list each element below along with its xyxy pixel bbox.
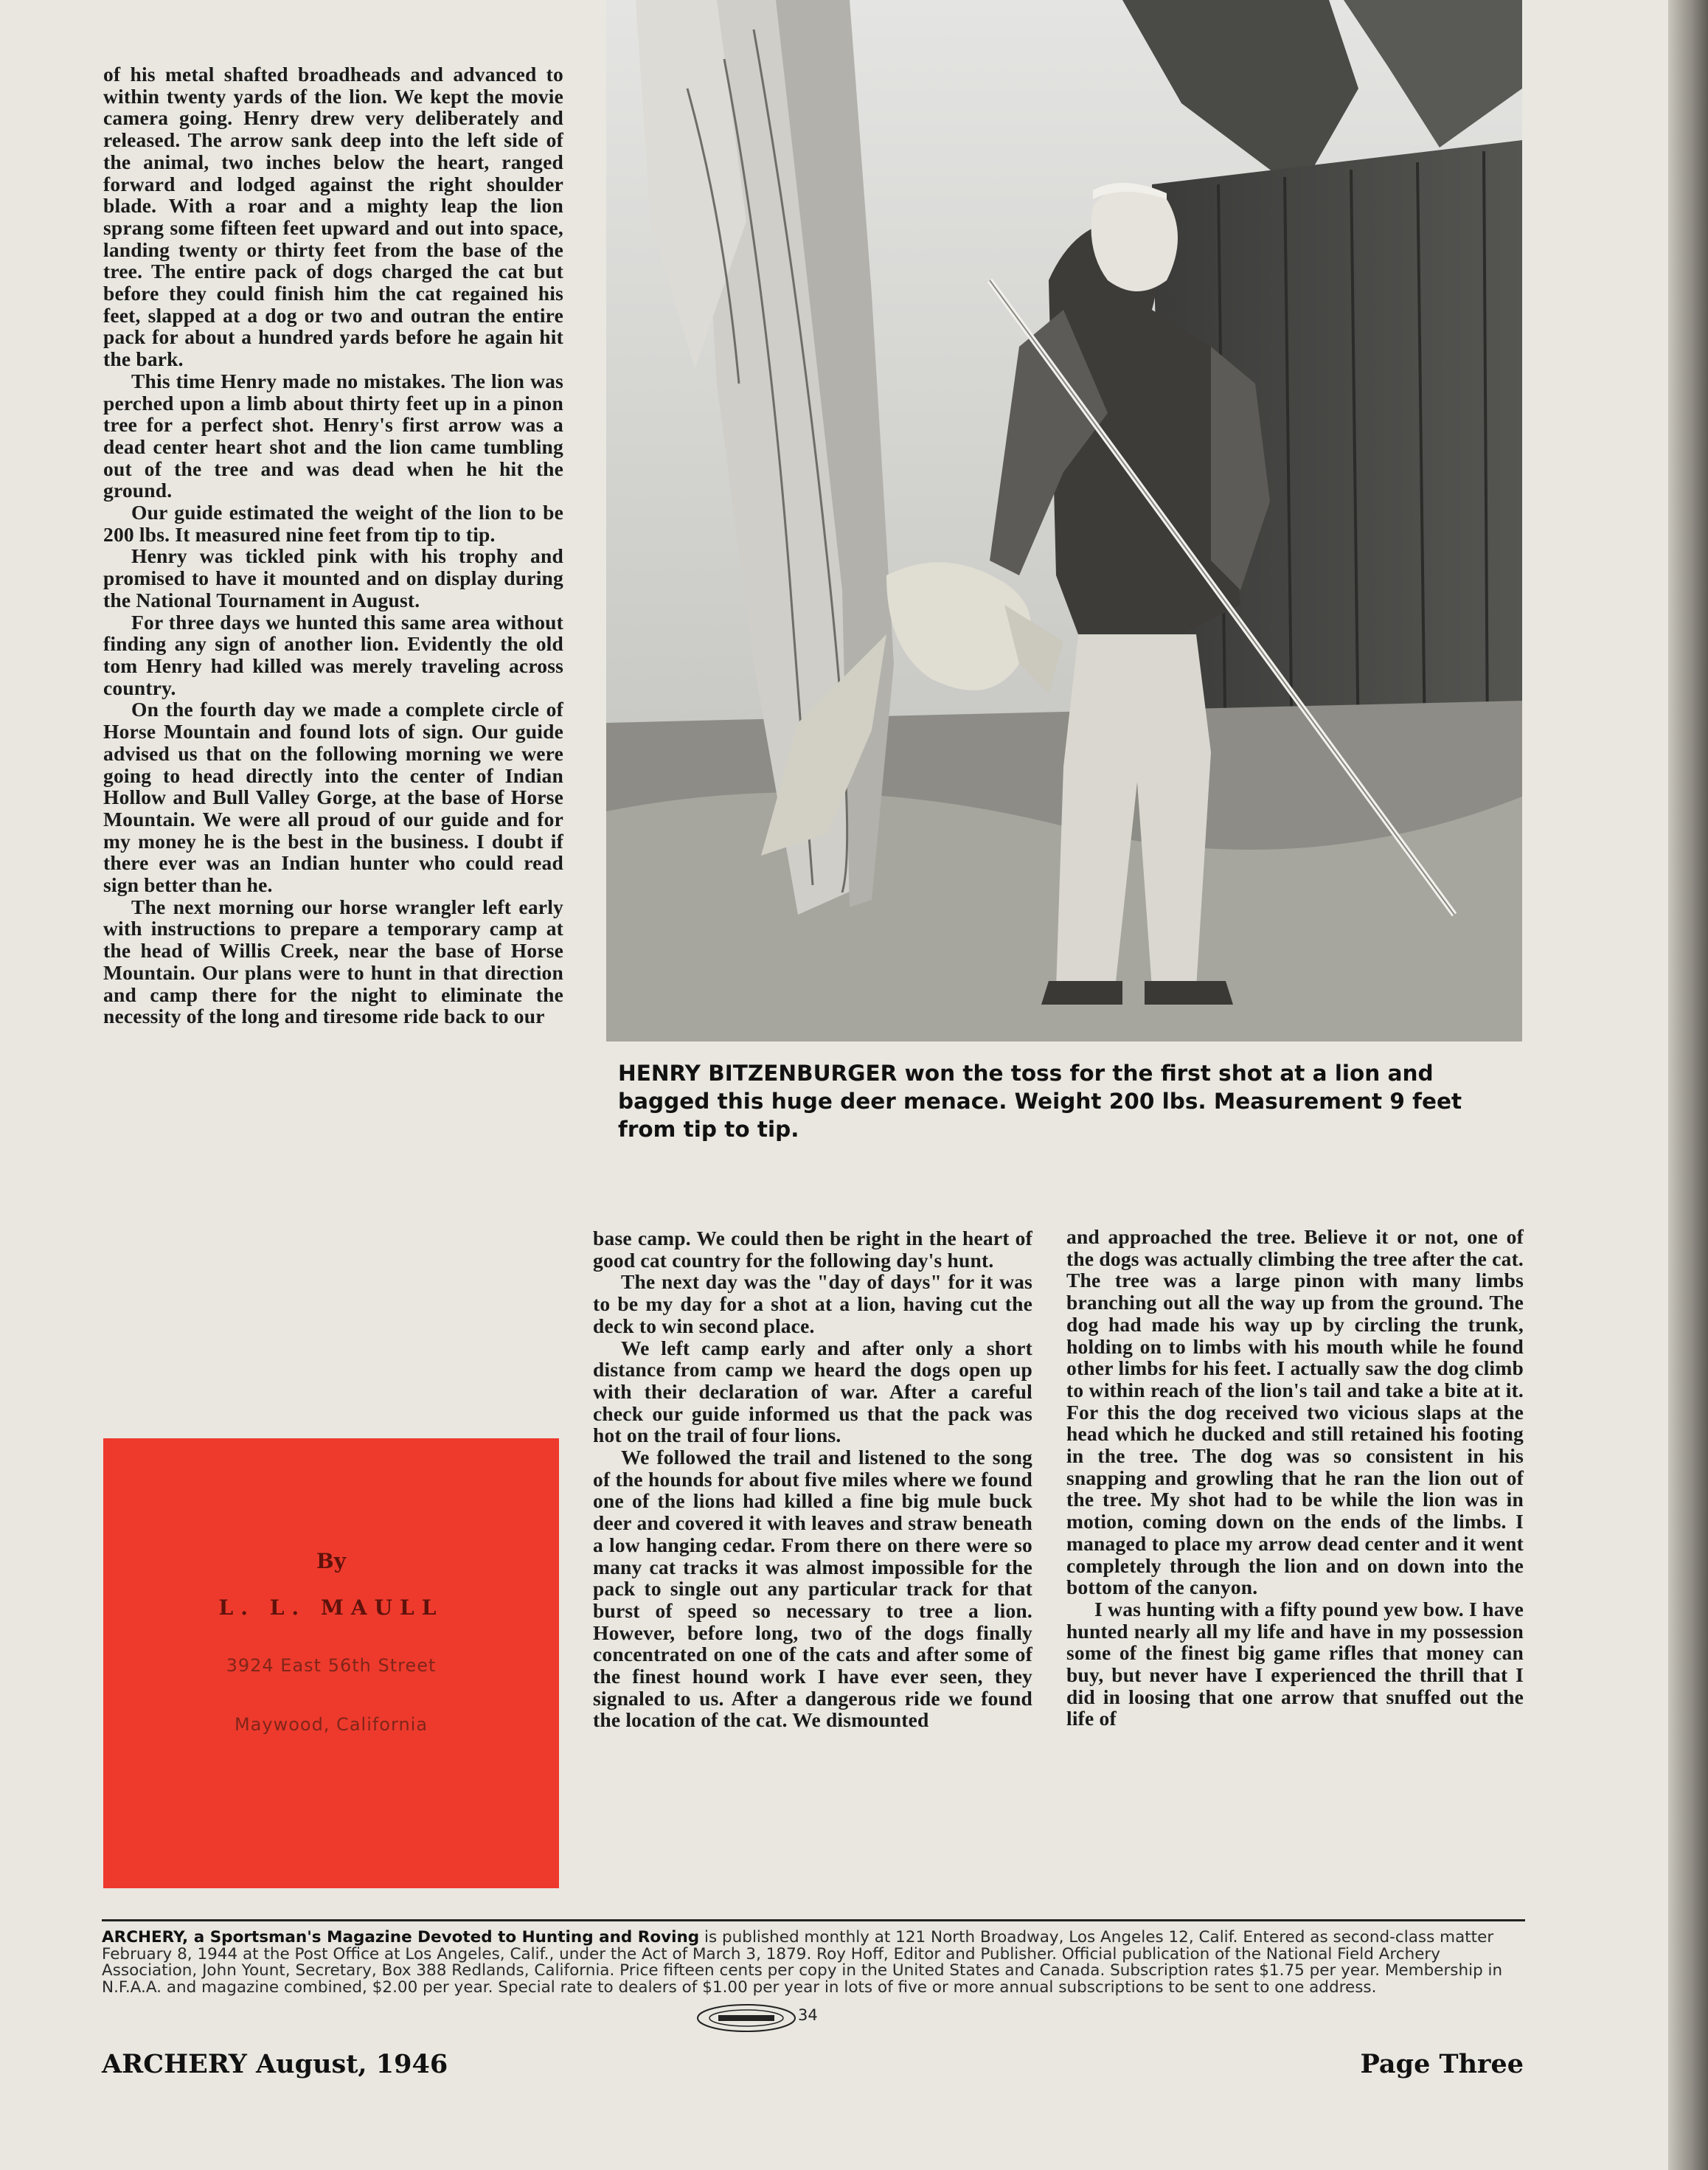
article-paragraph: The next day was the "day of days" for it was to be my day for a shot at a lion, having cut the deck to win second place. xyxy=(593,1270,1032,1337)
byline-street-address: 3924 East 56th Street xyxy=(226,1655,437,1676)
masthead-title: ARCHERY, a Sportsman's Magazine Devoted to Hunting and Roving xyxy=(102,1928,700,1947)
byline-by: By xyxy=(316,1549,346,1573)
union-label-icon xyxy=(696,2002,807,2034)
masthead-body: is published monthly at 121 North Broadway, Los Angeles 12, Calif. Entered as second-class matter February 8, 1944 at the Post Office at Los Angeles, Calif., under the Act of March 3, 1879. Roy Hoff, Editor and Publisher. Official publication of the National Field Archery Association, John Yount, Secretary, Box 388 Redlands, California. Price fifteen cents per copy in the United States and Canada. Subscription rates $1.75 per year. Membership in N.F.A.A. and magazine combined, $2.00 per year. Special rate to dealers of $1.00 per year in lots of five or more annual subscriptions to be sent to one address. xyxy=(102,1928,1503,1997)
article-paragraph: Henry was tickled pink with his trophy and promised to have it mounted and on display during the National Tournament in August. xyxy=(103,544,563,611)
photo-caption: HENRY BITZENBURGER won the toss for the first shot at a lion and bagged this huge deer menace. Weight 200 lbs. Measurement 9 feet from tip to tip. xyxy=(618,1061,1462,1142)
footer-rule xyxy=(102,1919,1525,1921)
byline-author-name: L. L. MAULL xyxy=(218,1595,444,1620)
article-column-1 xyxy=(103,63,563,1027)
article-paragraph: I was hunting with a fifty pound yew bow. I have hunted nearly all my life and have in my possession some of the finest big game rifles that money can buy, but never have I experienced the thrill that I did in loosing that one arrow that snuffed out the life of xyxy=(1066,1597,1524,1730)
article-paragraph: The next morning our horse wrangler left early with instructions to prepare a temporary camp at the head of Willis Creek, near the base of Horse Mountain. Our plans were to hunt in that direction and camp there for the night to eliminate the necessity of the long and tiresome ride back to our xyxy=(103,895,563,1028)
article-column-2 xyxy=(593,1227,1032,1731)
article-paragraph: We left camp early and after only a short distance from camp we heard the dogs open up with their declaration of war. After a careful check our guide informed us that the pack was hot on the trail of four lions. xyxy=(593,1336,1032,1447)
article-paragraph: This time Henry made no mistakes. The lion was perched upon a limb about thirty feet up in a pinon tree for a perfect shot. Henry's first arrow was a dead center heart shot and the lion came tumbling out of the tree and was dead when he hit the ground. xyxy=(103,369,563,502)
byline-city: Maywood, California xyxy=(234,1714,428,1735)
footer-page-number: Page Three xyxy=(1360,2049,1524,2079)
article-paragraph: Our guide estimated the weight of the lion to be 200 lbs. It measured nine feet from tip to tip. xyxy=(103,501,563,546)
page-edge xyxy=(1668,0,1708,2170)
article-paragraph: We followed the trail and listened to the song of the hounds for about five miles where we found one of the lions had killed a fine big mule buck deer and covered it with leaves and straw beneath a low hanging cedar. From there on there were so many cat tracks it was almost impossible for the pack to single out any particular track for that burst of speed so necessary to tree a lion. However, before long, two of the dogs finally concentrated on one of the cats and after some of the finest hound work I have ever seen, they signaled to us. After a dangerous ride we found the location of the cat. We dismounted xyxy=(593,1446,1032,1732)
publication-masthead xyxy=(102,1930,1525,1996)
article-paragraph: of his metal shafted broadheads and advanced to within twenty yards of the lion. We kept the movie camera going. Henry drew very deliberately and released. The arrow sank deep into the left side of the animal, two inches below the heart, ranged forward and lodged against the right shoulder blade. With a roar and a mighty leap the lion sprang some fifteen feet upward and out into space, landing twenty or thirty feet from the base of the tree. The entire pack of dogs charged the cat but before they could finish him the cat regained his feet, slapped at a dog or two and outran the entire pack for about a hundred yards before he again hit the bark. xyxy=(103,63,563,371)
article-paragraph: For three days we hunted this same area without finding any sign of another lion. Evidently the old tom Henry had killed was merely traveling across country. xyxy=(103,610,563,699)
footer-issue-label: ARCHERY August, 1946 xyxy=(102,2049,448,2079)
article-paragraph: base camp. We could then be right in the heart of good cat country for the following day's hunt. xyxy=(593,1227,1032,1272)
article-column-3 xyxy=(1066,1226,1524,1730)
hunter-with-lion-photo xyxy=(606,0,1522,1041)
article-paragraph: and approached the tree. Believe it or not, one of the dogs was actually climbing the tree after the cat. The tree was a large pinon with many limbs branching out all the way up from the ground. The dog had made his way up by circling the trunk, holding on to limbs with his mouth while he found other limbs for his feet. I actually saw the dog climb to within reach of the lion's tail and take a bite at it. For this the dog received two vicious slaps at the head which he ducked and still retained his footing in the tree. The dog was so consistent in his snapping and growling that he ran the lion out of the tree. My shot had to be while the lion was in motion, coming down on the ends of the limbs. I managed to place my arrow dead center and it went completely through the lion and on down into the bottom of the canyon. xyxy=(1066,1225,1524,1599)
byline-box xyxy=(103,1438,559,1888)
article-paragraph: On the fourth day we made a complete circle of Horse Mountain and found lots of sign. Our guide advised us that on the following morning we were going to head directly into the center of Indian Hollow and Bull Valley Gorge, at the base of Horse Mountain. We were all proud of our guide and for my money he is the best in the business. I doubt if there ever was an Indian hunter who could read sign better than he. xyxy=(103,698,563,897)
union-label-number: 34 xyxy=(798,2006,818,2024)
photo-illustration xyxy=(606,0,1522,1041)
